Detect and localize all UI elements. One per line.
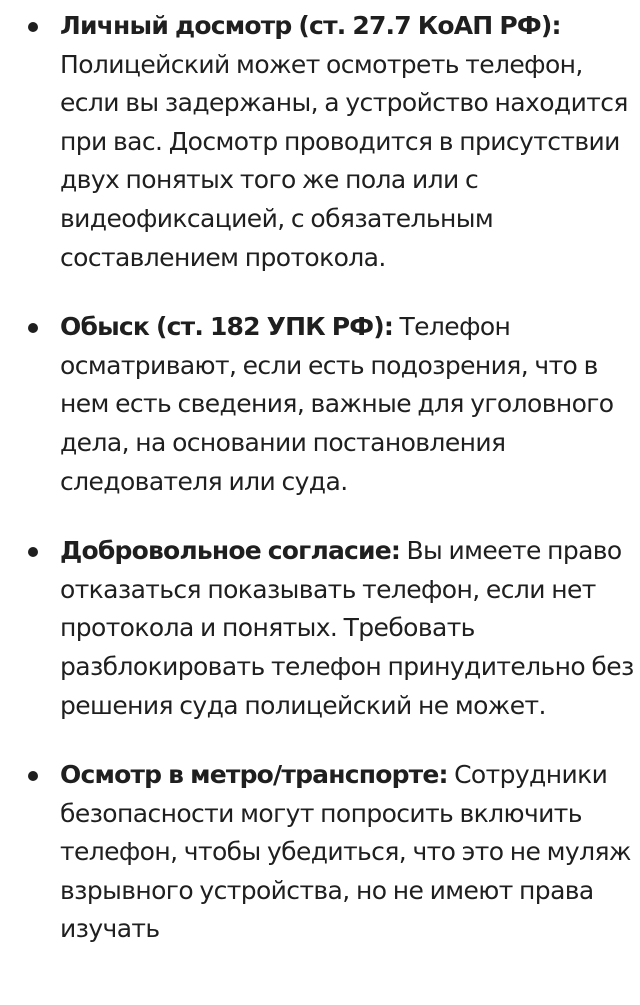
- item-title: Личный досмотр (ст. 27.7 КоАП РФ):: [60, 11, 561, 40]
- bullet-icon: [28, 547, 38, 557]
- item-text: Вы имеете право отказаться показывать телефон, если нет протокола и понятых. Требовать разблокировать телефон принудительно без решения суда полицейский не может.: [60, 536, 634, 720]
- list-item-transport-inspection: [0, 756, 640, 949]
- item-text: Телефон осматривают, если есть подозрения, что в нем есть сведения, важные для уголовного дела, на основании постановления следователя или суда.: [60, 312, 614, 496]
- bullet-icon: [28, 22, 38, 32]
- item-title: Обыск (ст. 182 УПК РФ):: [60, 312, 394, 342]
- list-item-search: [0, 308, 640, 501]
- item-title: Осмотр в метро/транспорте:: [60, 760, 448, 790]
- item-text: Сотрудники безопасности могут попросить включить телефон, чтобы убедиться, что это не муляж взрывного устройства, но не имеют права изучать: [60, 760, 631, 944]
- list-item-voluntary-consent: [0, 532, 640, 725]
- list-item-personal-search: [0, 0, 640, 277]
- item-text: Полицейский может осмотреть телефон, если вы задержаны, а устройство находится при вас. Досмотр проводится в присутствии двух понятых того же пола или с видеофиксацией, с обязательным составлением протокола.: [60, 49, 628, 272]
- bullet-icon: [28, 323, 38, 333]
- bullet-icon: [28, 771, 38, 781]
- item-title: Добровольное согласие:: [60, 536, 401, 566]
